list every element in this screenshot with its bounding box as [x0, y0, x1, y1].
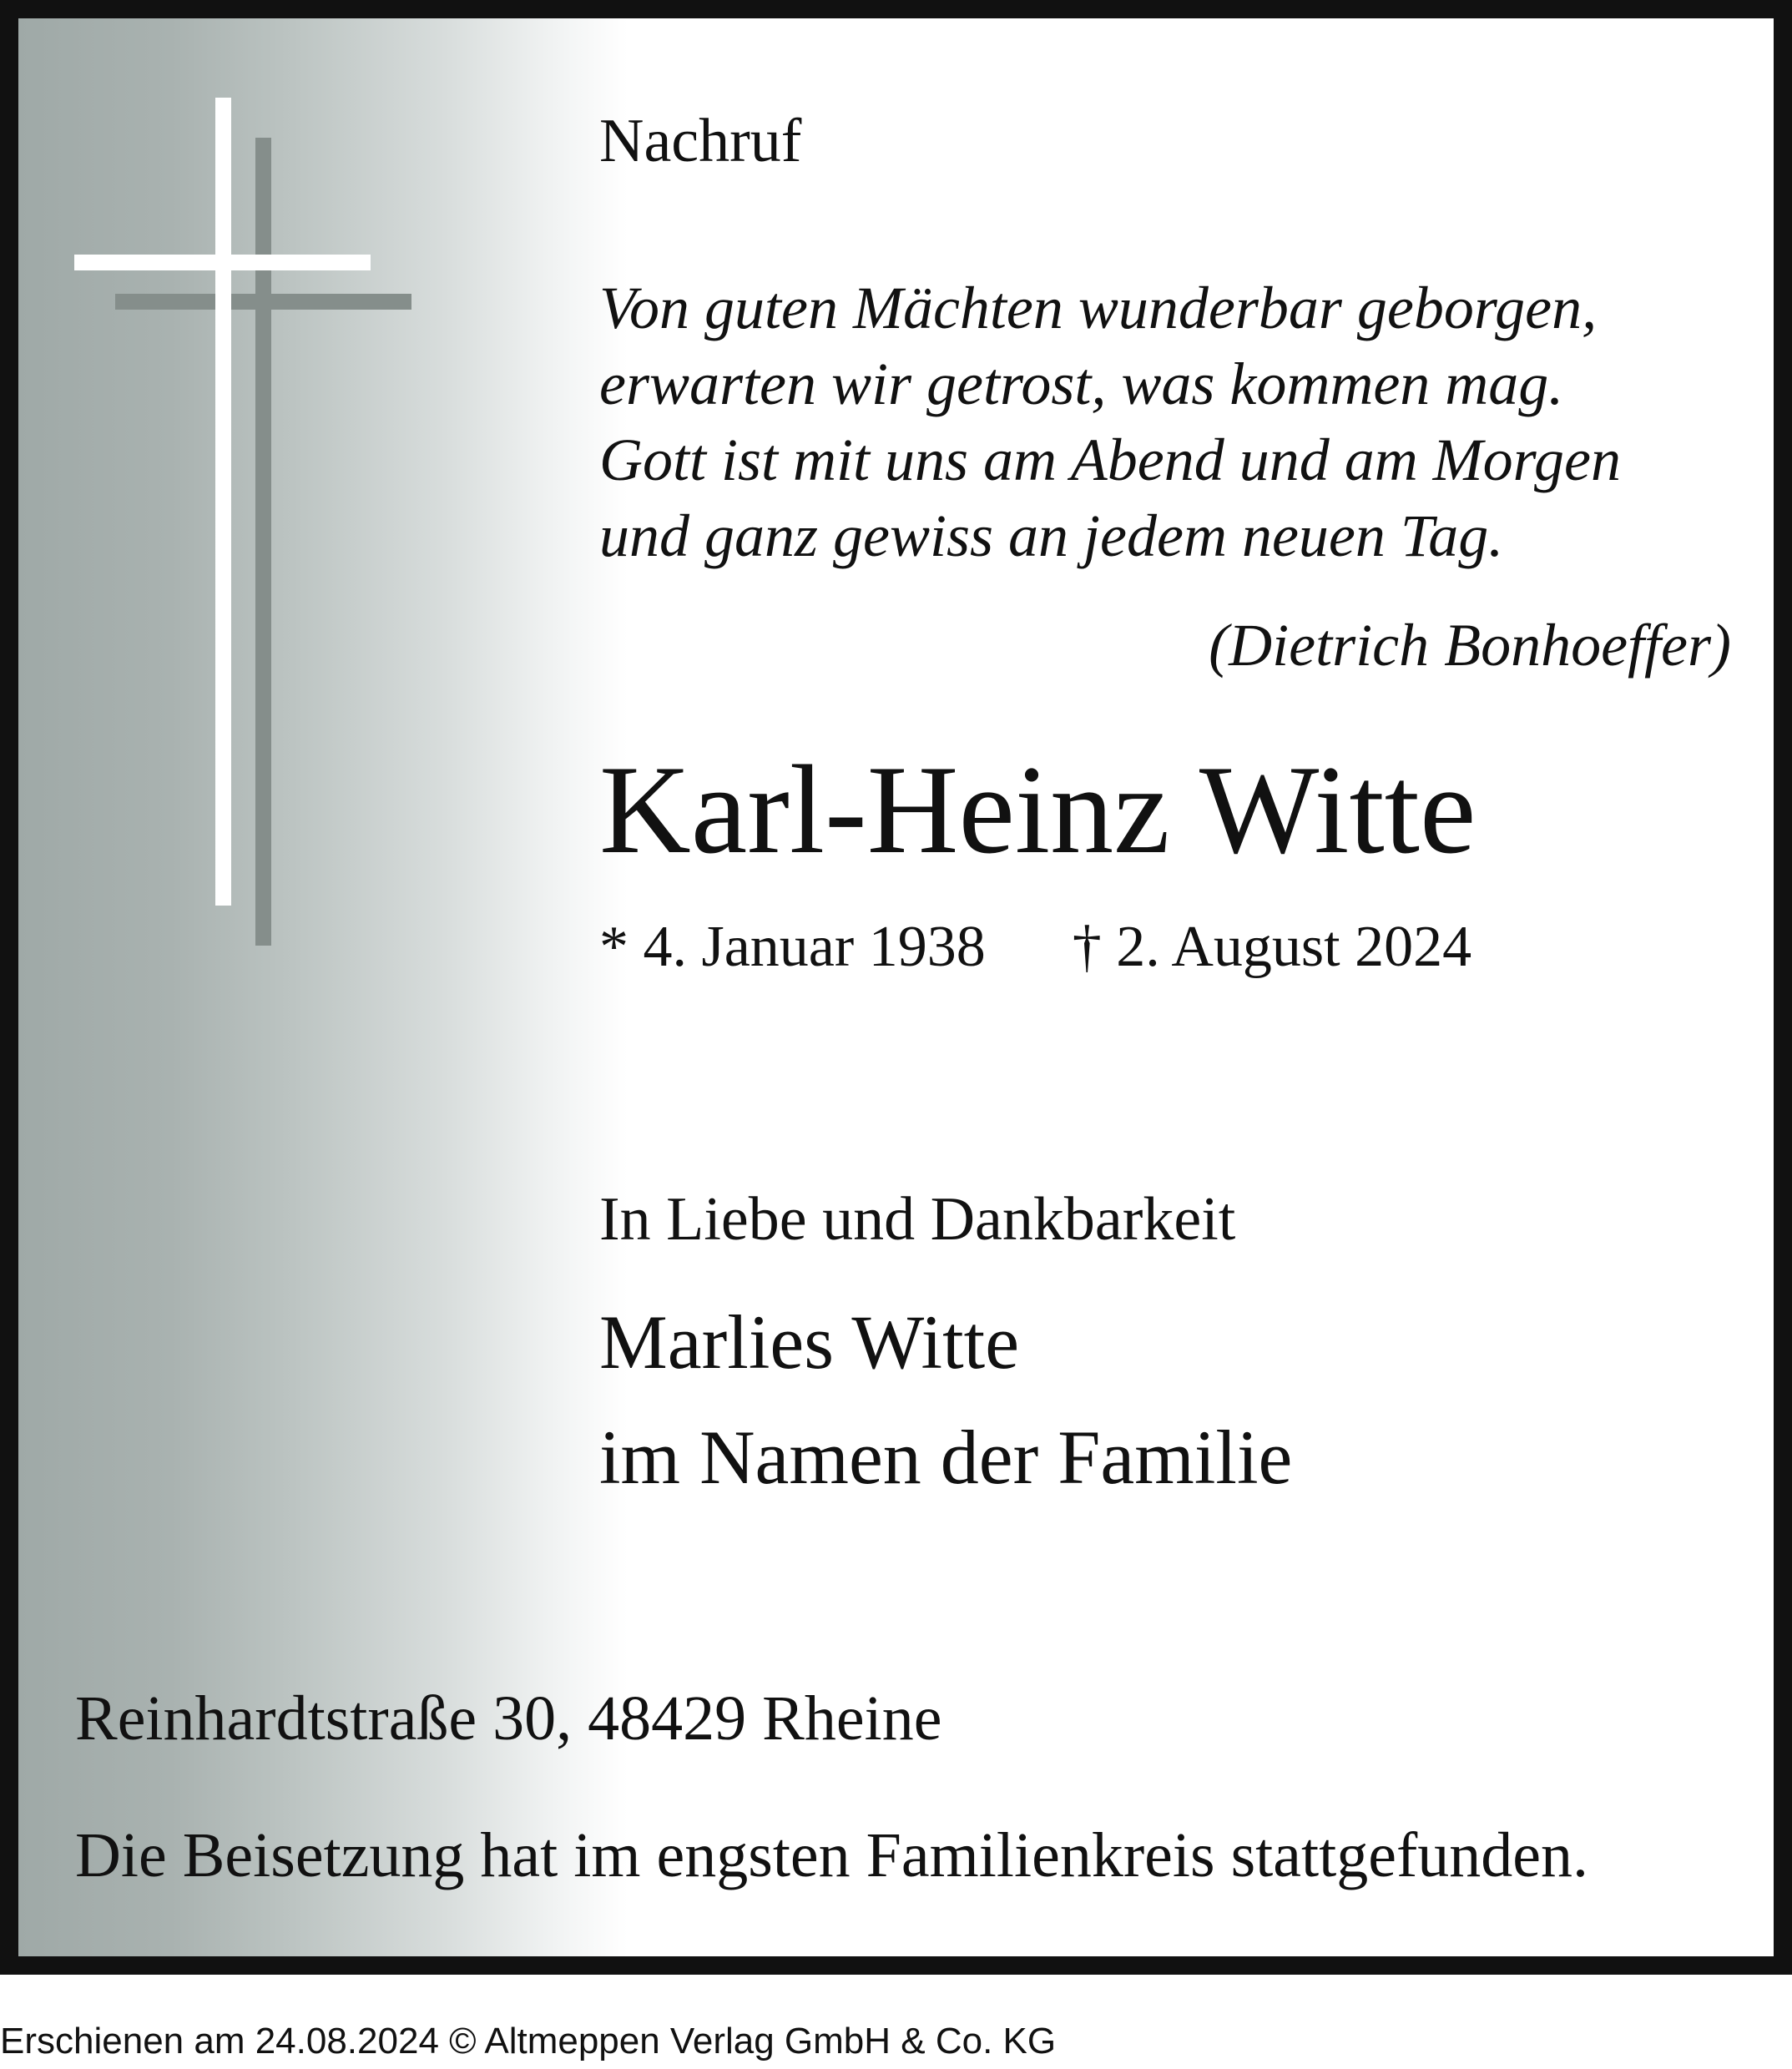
life-dates — [599, 915, 1472, 979]
quote-line: erwarten wir getrost, was kommen mag. — [599, 351, 1564, 417]
deceased-name: Karl-Heinz Witte — [599, 739, 1477, 880]
cross-vertical — [215, 98, 231, 906]
publication-footer: Erschienen am 24.08.2024 © Altmeppen Verlag GmbH & Co. KG — [0, 2021, 1057, 2061]
quote-line: Gott ist mit uns am Abend und am Morgen — [599, 426, 1621, 493]
quote-line: und ganz gewiss an jedem neuen Tag. — [599, 502, 1504, 569]
quote-line: Von guten Mächten wunderbar geborgen, — [599, 275, 1598, 341]
quote — [599, 270, 1621, 574]
signatory-note: im Namen der Familie — [599, 1415, 1293, 1500]
cross-shadow-horizontal — [115, 294, 411, 310]
mourning-phrase: In Liebe und Dankbarkeit — [599, 1185, 1236, 1254]
quote-author: (Dietrich Bonhoeffer) — [1209, 612, 1731, 679]
funeral-note: Die Beisetzung hat im engsten Familienkreis stattgefunden. — [75, 1820, 1589, 1890]
address: Reinhardtstraße 30, 48429 Rheine — [75, 1683, 942, 1754]
death-date: † 2. August 2024 — [1072, 915, 1472, 979]
cross-horizontal — [74, 255, 371, 270]
signatory-name: Marlies Witte — [599, 1299, 1020, 1385]
birth-date: * 4. Januar 1938 — [599, 915, 986, 979]
notice-heading: Nachruf — [599, 107, 802, 175]
